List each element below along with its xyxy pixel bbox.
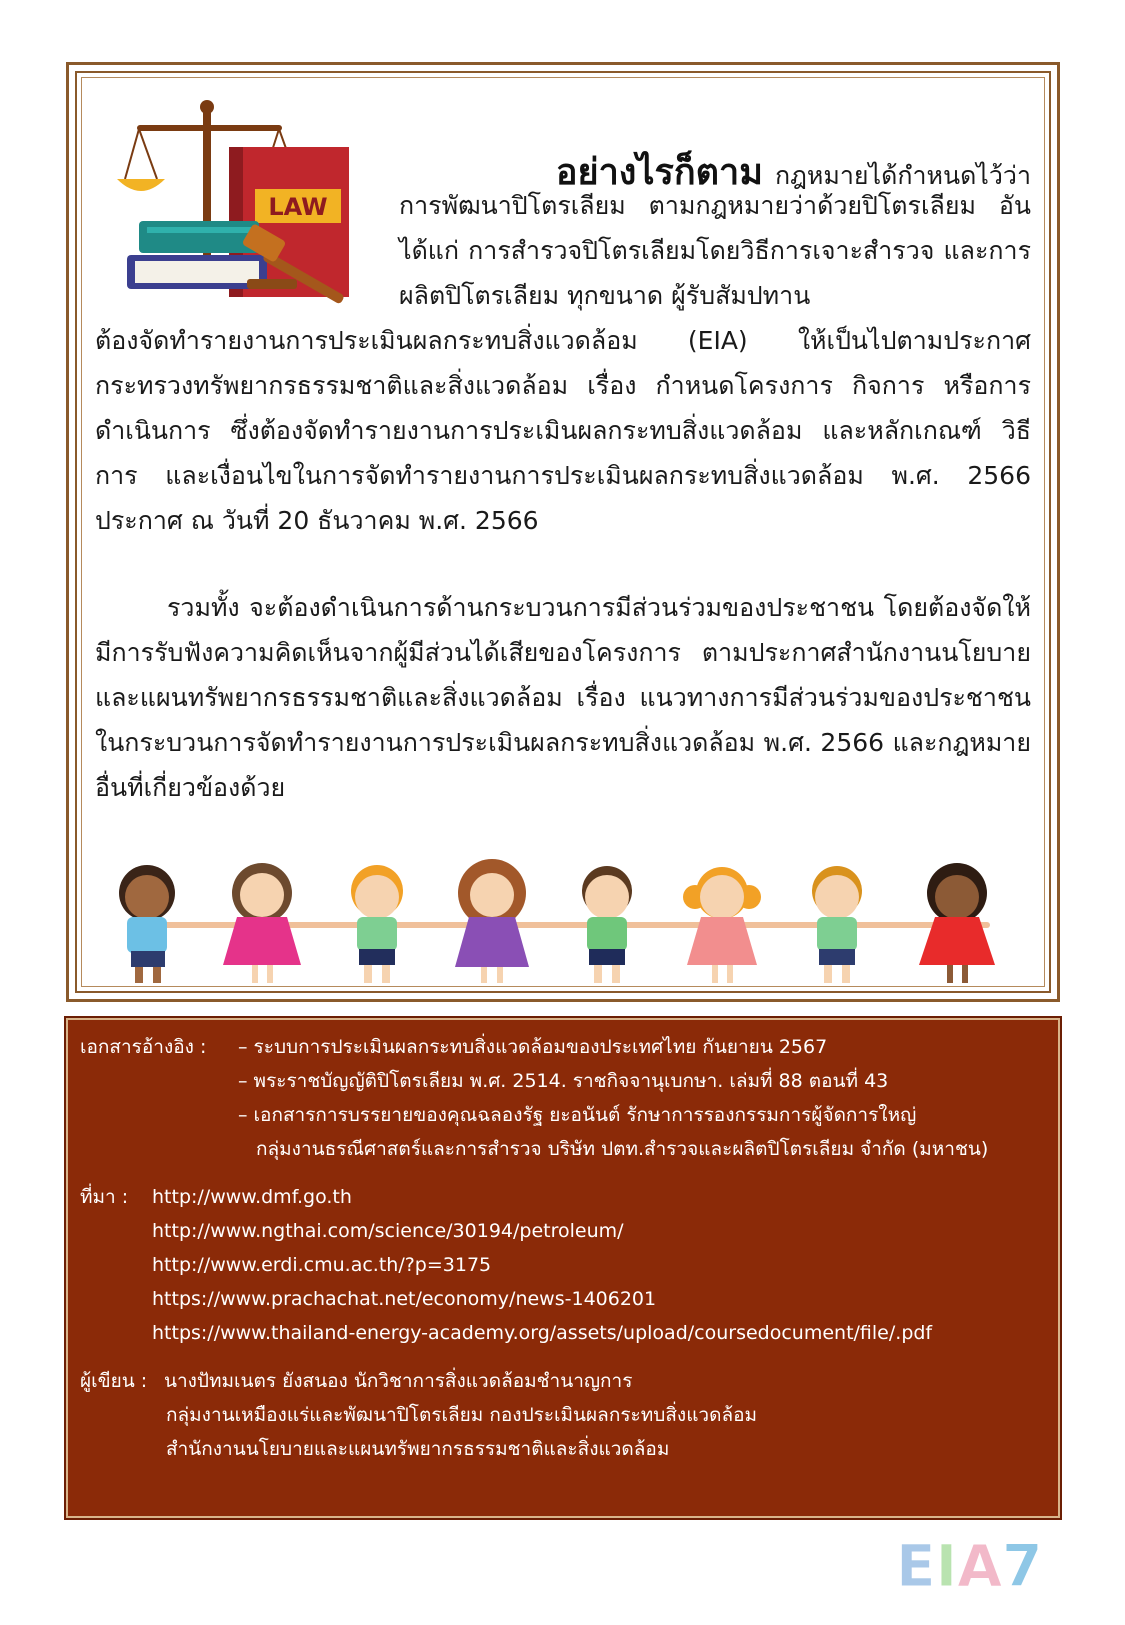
source-link[interactable]: http://www.erdi.cmu.ac.th/?p=3175 <box>152 1254 492 1276</box>
author-line: สำนักงานนโยบายและแผนทรัพยากรธรรมชาติและสิ่งแวดล้อม <box>166 1438 670 1460</box>
doc-item: – พระราชบัญญัติปิโตรเลียม พ.ศ. 2514. ราชกิจจานุเบกษา. เล่มที่ 88 ตอนที่ 43 <box>238 1070 889 1092</box>
source-link[interactable]: http://www.ngthai.com/science/30194/petroleum/ <box>152 1220 624 1242</box>
children-holding-hands-illustration <box>97 855 1027 985</box>
docs-label: เอกสารอ้างอิง : <box>80 1036 207 1058</box>
source-label: ที่มา : <box>80 1186 129 1208</box>
paragraph-2: รวมทั้ง จะต้องดำเนินการด้านกระบวนการมีส่วนร่วมของประชาชน โดยต้องจัดให้มีการรับฟังความคิดเห็นจากผู้มีส่วนได้เสียของโครงการ ตามประกาศสำนักงานนโยบายและแผนทรัพยากรธรรมชาติและสิ่งแวดล้อม เรื่อง แนวทางการมีส่วนร่วมของประชาชนในกระบวนการจัดทำรายงานการประเมินผลกระทบสิ่งแวดล้อม พ.ศ. 2566 และกฎหมายอื่นที่เกี่ยวข้องด้วย <box>95 593 1031 802</box>
doc-item: กลุ่มงานธรณีศาสตร์และการสำรวจ บริษัท ปตท.สำรวจและผลิตปิโตรเลียม จำกัด (มหาชน) <box>256 1138 989 1160</box>
reference-box <box>66 1018 1060 1518</box>
paragraph-1-full: ต้องจัดทำรายงานการประเมินผลกระทบสิ่งแวดล้อม (EIA) ให้เป็นไปตามประกาศกระทรวงทรัพยากรธรรมชาติและสิ่งแวดล้อม เรื่อง กำหนดโครงการ กิจการ หรือการดำเนินการ ซึ่งต้องจัดทำรายงานการประเมินผลกระทบสิ่งแวดล้อม และหลักเกณฑ์ วิธีการ และเงื่อนไขในการจัดทำรายงานการประเมินผลกระทบสิ่งแวดล้อม พ.ศ. 2566 ประกาศ ณ วันที่ 20 ธันวาคม พ.ศ. 2566 <box>95 326 1031 535</box>
author-line: นางปัทมเนตร ยังสนอง นักวิชาการสิ่งแวดล้อมชำนาญการ <box>164 1370 633 1392</box>
eia7-logo <box>896 1528 1081 1598</box>
source-link[interactable]: http://www.dmf.go.th <box>152 1186 352 1208</box>
author-label: ผู้เขียน : <box>80 1370 148 1392</box>
law-book-label: LAW <box>268 193 328 221</box>
law-illustration-icon <box>117 99 377 309</box>
doc-item: – เอกสารการบรรยายของคุณฉลองรัฐ ยะอนันต์ รักษาการรองกรรมการผู้จัดการใหญ่ <box>238 1104 917 1126</box>
eia7-logo-text: EIA7 <box>896 1532 1043 1598</box>
doc-item: – ระบบการประเมินผลกระทบสิ่งแวดล้อมของประเทศไทย กันยายน 2567 <box>238 1036 828 1058</box>
source-link[interactable]: https://www.prachachat.net/economy/news-1406201 <box>152 1288 657 1310</box>
article-frame <box>66 62 1060 1002</box>
paragraph-1-right: การพัฒนาปิโตรเลียม ตามกฎหมายว่าด้วยปิโตรเลียม อันได้แก่ การสำรวจปิโตรเลียมโดยวิธีการเจาะสำรวจ และการผลิตปิโตรเลียม ทุกขนาด ผู้รับสัมปทาน <box>399 191 1031 310</box>
lead-big-text: อย่างไรก็ตาม <box>555 152 763 193</box>
lead-small-text: กฎหมายได้กำหนดไว้ว่า <box>774 161 1031 190</box>
source-link[interactable]: https://www.thailand-energy-academy.org/assets/upload/coursedocument/file/.pdf <box>152 1322 933 1344</box>
author-line: กลุ่มงานเหมืองแร่และพัฒนาปิโตรเลียม กองประเมินผลกระทบสิ่งแวดล้อม <box>166 1404 758 1426</box>
